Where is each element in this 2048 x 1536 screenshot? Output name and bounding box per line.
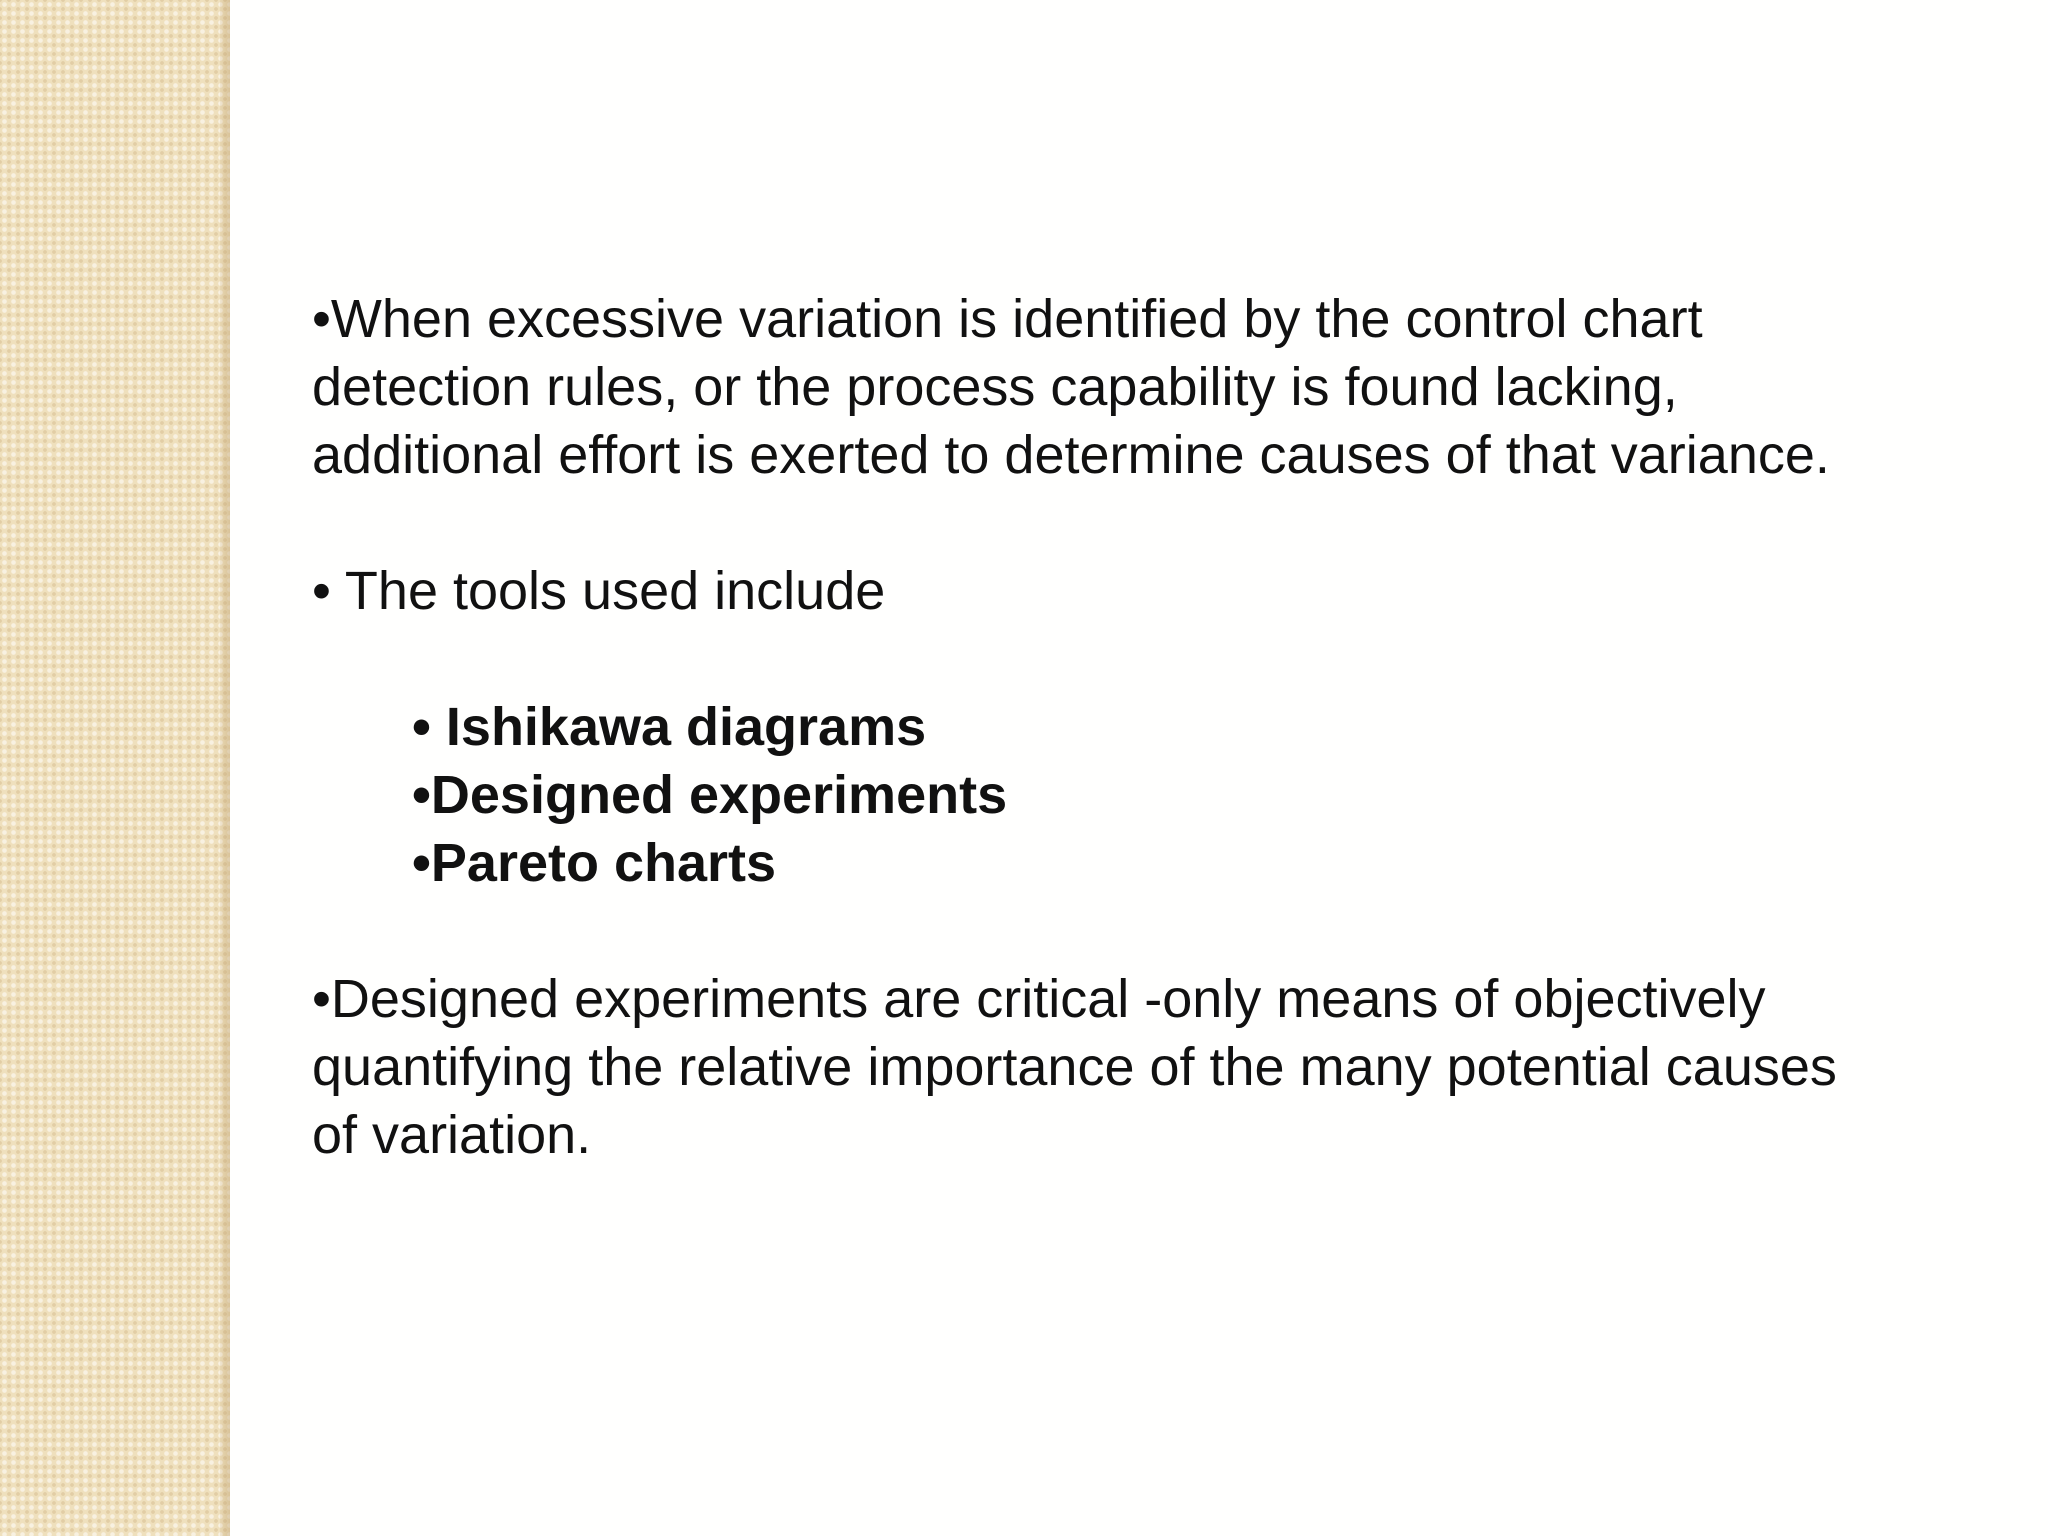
- paragraph-tools-intro: • The tools used include: [312, 561, 886, 621]
- paragraph-variation: •When excessive variation is identified by the control chart detection rules, or the process capability is found lacking, additional effort is exerted to determine causes of that variance.: [312, 289, 1830, 485]
- tool-item-designed-experiments: •Designed experiments: [412, 765, 1008, 825]
- side-panel-edge: [220, 0, 230, 1536]
- spacer: [312, 897, 1992, 965]
- paragraph-designed-experiments: •Designed experiments are critical -only means of objectively quantifying the relative importance of the many potential causes of variation.: [312, 969, 1837, 1165]
- slide-content: [312, 285, 1992, 1169]
- spacer: [312, 625, 1992, 693]
- spacer: [312, 489, 1992, 557]
- tools-list: [312, 693, 1992, 897]
- tool-item-ishikawa: • Ishikawa diagrams: [412, 697, 927, 757]
- decorative-side-panel: [0, 0, 230, 1536]
- tool-item-pareto: •Pareto charts: [412, 833, 777, 893]
